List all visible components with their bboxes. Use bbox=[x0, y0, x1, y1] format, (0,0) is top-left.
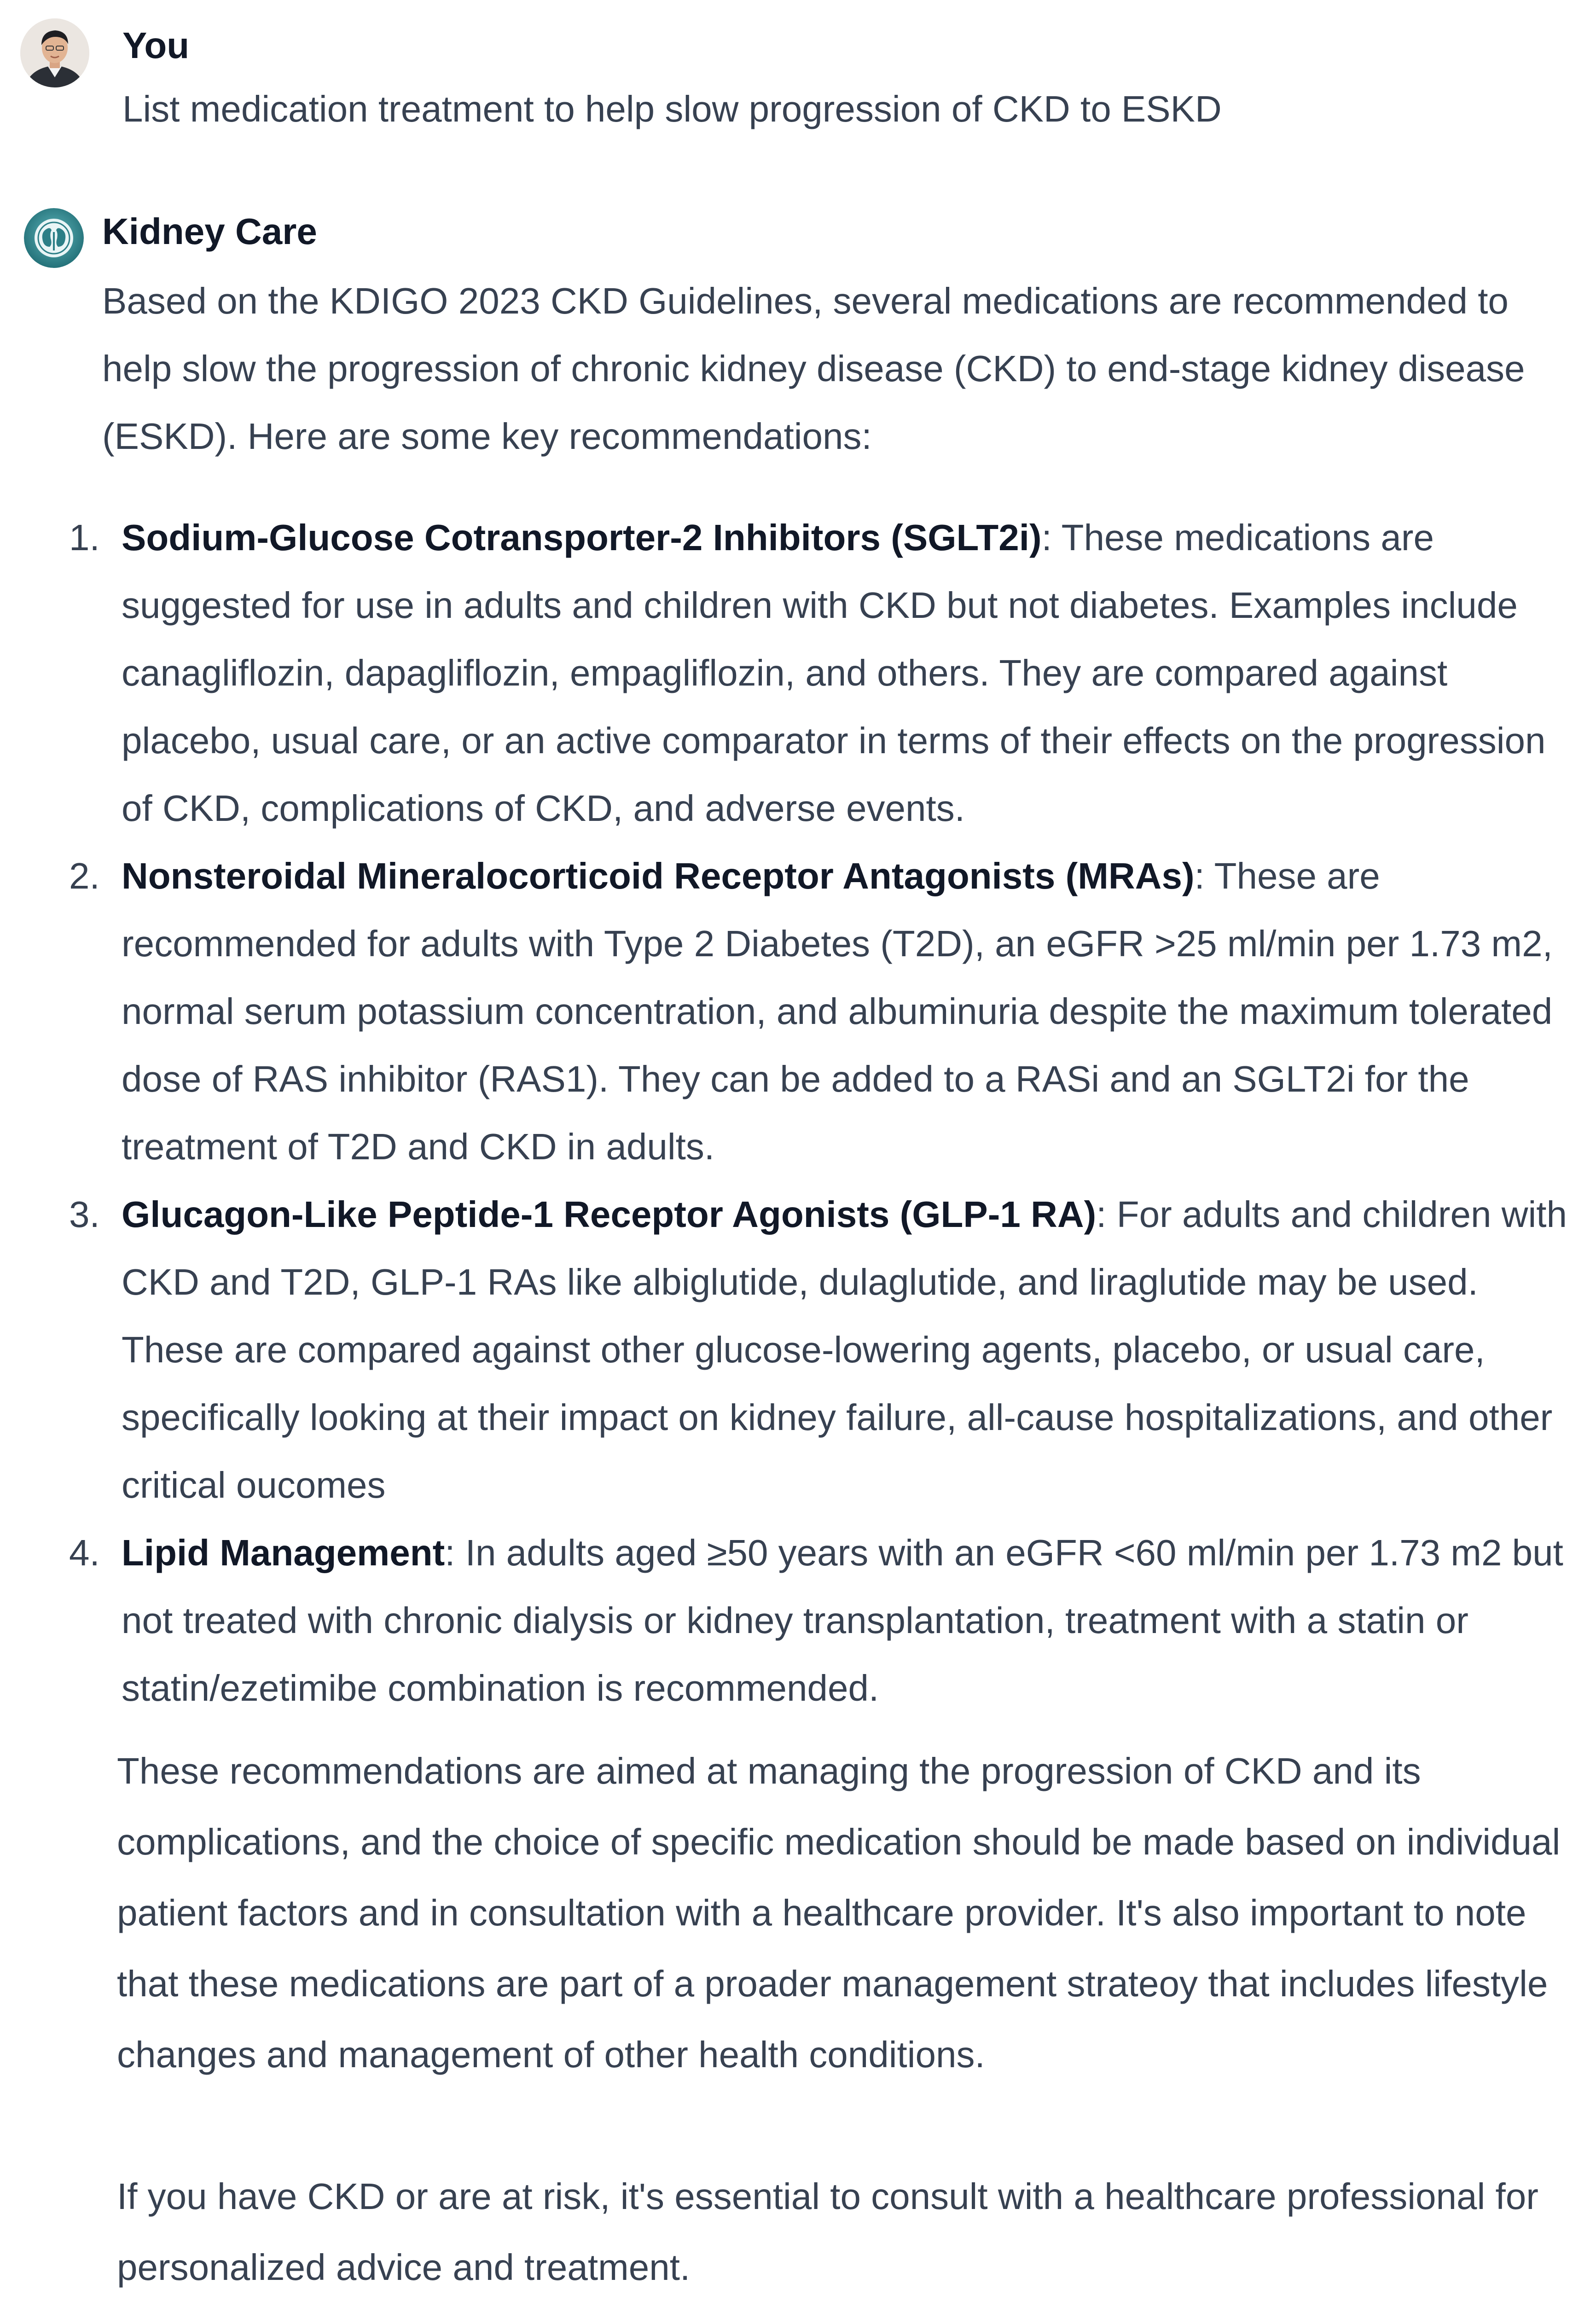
recommendation-list bbox=[0, 504, 1584, 1722]
closing-paragraph: These recommendations are aimed at managing the progression of CKD and its complications, and the choice of specific medication should be made based on individual patient factors and in consultation with a healthcare provider. It's also important to note that these medications are part of a proader management strateoy that includes lifestyle changes and management of other health conditions. bbox=[117, 1750, 1561, 2075]
list-number: 1. bbox=[69, 517, 100, 558]
recommendation-title: Glucagon-Like Peptide-1 Receptor Agonists (GLP-1 RA) bbox=[122, 1194, 1097, 1235]
list-number: 4. bbox=[69, 1532, 100, 1573]
recommendation-text: : These medications are suggested for use in adults and children with CKD but not diabetes. Examples include canagliflozin, dapagliflozin, empagliflozin, and others. They are compared against placebo, usual care, or an active comparator in terms of their effects on the progression of CKD, complications of CKD, and adverse events. bbox=[122, 517, 1546, 829]
recommendation-text: : In adults aged ≥50 years with an eGFR <60 ml/min per 1.73 m2 but not treated with chronic dialysis or kidney transplantation, treatment with a statin or statin/ezetimibe combination is recommended. bbox=[122, 1532, 1563, 1709]
assistant-name: Kidney Care bbox=[102, 211, 317, 252]
list-number: 2. bbox=[69, 855, 100, 896]
user-message: List medication treatment to help slow progression of CKD to ESKD bbox=[122, 88, 1222, 129]
list-item bbox=[0, 1180, 1584, 1519]
recommendation-title: Nonsteroidal Mineralocorticoid Receptor Antagonists (MRAs) bbox=[122, 855, 1195, 896]
list-item bbox=[0, 842, 1584, 1180]
user-name: You bbox=[122, 25, 190, 66]
recommendation-title: Lipid Management bbox=[122, 1532, 445, 1573]
recommendation-title: Sodium-Glucose Cotransporter-2 Inhibitors (SGLT2i) bbox=[122, 517, 1042, 558]
list-item bbox=[0, 1519, 1584, 1722]
recommendation-text: : For adults and children with CKD and T2D, GLP-1 RAs like albiglutide, dulaglutide, and liraglutide may be used. These are compared against other glucose-lowering agents, placebo, or usual care, specifically looking at their impact on kidney failure, all-cause hospitalizations, and other critical oucomes bbox=[122, 1194, 1567, 1506]
list-item bbox=[0, 504, 1584, 842]
kidney-care-logo-icon bbox=[24, 208, 84, 268]
assistant-avatar[interactable] bbox=[24, 208, 84, 268]
assistant-intro: Based on the KDIGO 2023 CKD Guidelines, several medications are recommended to help slow the progression of chronic kidney disease (CKD) to end-stage kidney disease (ESKD). Here are some key recommendations: bbox=[102, 280, 1525, 457]
list-number: 3. bbox=[69, 1194, 100, 1235]
recommendation-text: : These are recommended for adults with Type 2 Diabetes (T2D), an eGFR >25 ml/min per 1.73 m2, normal serum potassium concentration, and albuminuria despite the maximum tolerated dose of RAS inhibitor (RAS1). They can be added to a RASi and an SGLT2i for the treatment of T2D and CKD in adults. bbox=[122, 855, 1553, 1167]
user-photo-avatar-icon bbox=[20, 18, 89, 87]
advice-paragraph: If you have CKD or are at risk, it's essential to consult with a healthcare professional for personalized advice and treatment. bbox=[117, 2176, 1538, 2288]
user-avatar[interactable] bbox=[20, 18, 89, 87]
